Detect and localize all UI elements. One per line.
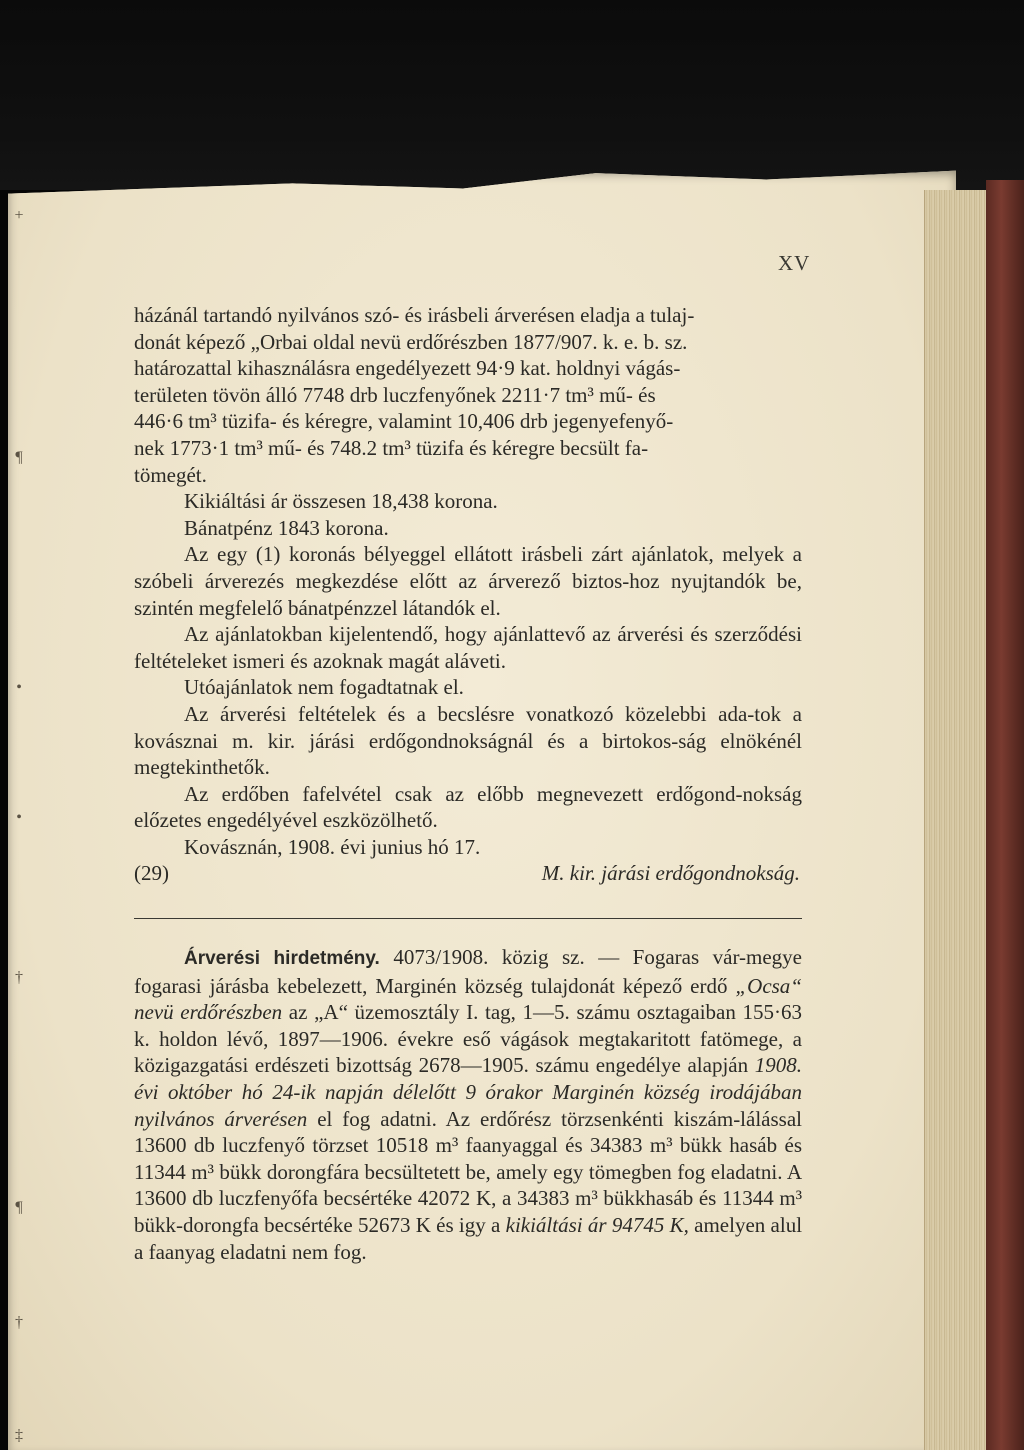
margin-mark: ¶ xyxy=(15,1199,23,1216)
text-line: donát képező „Orbai oldal nevü erdőrészben 1877/907. k. e. b. sz. xyxy=(134,329,688,354)
page-number: XV xyxy=(778,251,811,275)
signature-line xyxy=(134,860,802,887)
notice-part: amelyen alul a faanyag eladatni nem fog. xyxy=(134,1212,803,1264)
notice-continuation xyxy=(134,302,802,887)
starting-price-line: Kikiáltási ár összesen 18,438 korona. xyxy=(184,489,498,514)
text-line: 446·6 tm³ tüzifa- és kéregre, valamint 10,406 drb jegenyefenyő- xyxy=(134,409,674,434)
paragraph: Az erdőben fafelvétel csak az előbb megnevezett erdőgond-nokság előzetes engedélyével eszközölhető. xyxy=(134,781,802,833)
paragraph: Az árverési feltételek és a becslésre vonatkozó közelebbi ada-tok a kovásznai m. kir. járási erdőgondnokságnál és a birtokos-ság elnökénél megtekinthetők. xyxy=(134,701,802,780)
margin-mark: • xyxy=(16,679,22,696)
notice-body xyxy=(134,944,802,1265)
notice-heading: Árverési hirdetmény. xyxy=(184,948,380,969)
place-date: Kovásznán, 1908. évi junius hó 17. xyxy=(184,834,481,859)
starting-price: kikiáltási ár 94745 K, xyxy=(505,1212,689,1237)
notice-intro: 4073/1908. közig sz. — Fogaras vár-megye fogarasi járásba kebelezett, Marginén község tulajdonát képező erdő xyxy=(134,945,802,998)
margin-mark: • xyxy=(16,809,22,826)
signature: M. kir. járási erdőgondnokság. xyxy=(541,861,800,886)
page-edges xyxy=(924,190,987,1450)
notice-part: az „A“ üzemosztály I. tag, 1—5. számu osztagaiban 155·63 k. holdon lévő, 1897—1906. évekre eső vágások megtakaritott fatömege, a közigazgatási erdészeti bizottság 2678—1905. számu engedélye alapján xyxy=(134,1000,802,1078)
book-cover xyxy=(986,180,1024,1450)
margin-mark: + xyxy=(14,207,24,224)
paragraph: Az egy (1) koronás bélyeggel ellátott irásbeli zárt ajánlatok, melyek a szóbeli árverezés megkezdése előtt az árverező biztos-hoz nyujtandók be, szintén megfelelő bánatpénzzel látandók el. xyxy=(134,542,802,620)
forest-name: „Ocsa“ nevü erdőrészben xyxy=(134,973,802,1025)
paragraph: Az ajánlatokban kijelentendő, hogy ajánlattevő az árverési és szerződési feltételeket ismeri és azoknak magát aláveti. xyxy=(134,622,802,673)
paragraph: Utóajánlatok nem fogadtatnak el. xyxy=(184,675,464,700)
auction-date: 1908. évi október hó 24-ik napján délelőtt 9 órakor Marginén község irodájában nyilvános árverésen xyxy=(134,1053,802,1131)
margin-mark: ‡ xyxy=(15,1427,23,1444)
notice-part: el fog adatni. Az erdőrész törzsenkénti kiszám-lálással 13600 db luczfenyő törzset 10518 m³ faanyaggal és 34383 m³ bükk hasáb és 11344 m³ bükk dorongfára becsültetett be, amely egy tömegben fog eladatni. A 13600 db luczfenyőfa becsértéke 42072 K, a 34383 m³ bükkhasáb és 11344 m³ bükk-dorongfa becsértéke 52673 K és igy a xyxy=(134,1106,802,1237)
text-line: területen tövön álló 7748 drb luczfenyőnek 2211·7 tm³ mű- és xyxy=(134,382,656,407)
auction-notice xyxy=(134,944,802,1265)
margin-mark: † xyxy=(15,969,23,986)
section-divider xyxy=(134,918,802,919)
text-line: tömegét. xyxy=(134,462,207,487)
scan-background xyxy=(0,0,1024,190)
text-line: nek 1773·1 tm³ mű- és 748.2 tm³ tüzifa és kéregre becsült fa- xyxy=(134,435,649,460)
deposit-line: Bánatpénz 1843 korona. xyxy=(184,515,389,540)
margin-marks xyxy=(14,200,28,1444)
margin-mark: † xyxy=(15,1314,23,1331)
margin-mark: ¶ xyxy=(15,449,23,466)
reference-number: (29) xyxy=(134,861,169,886)
text-line: házánál tartandó nyilvános szó- és irásbeli árverésen eladja a tulaj- xyxy=(134,303,695,327)
text-line: határozattal kihasználásra engedélyezett 94·9 kat. holdnyi vágás- xyxy=(134,356,681,381)
